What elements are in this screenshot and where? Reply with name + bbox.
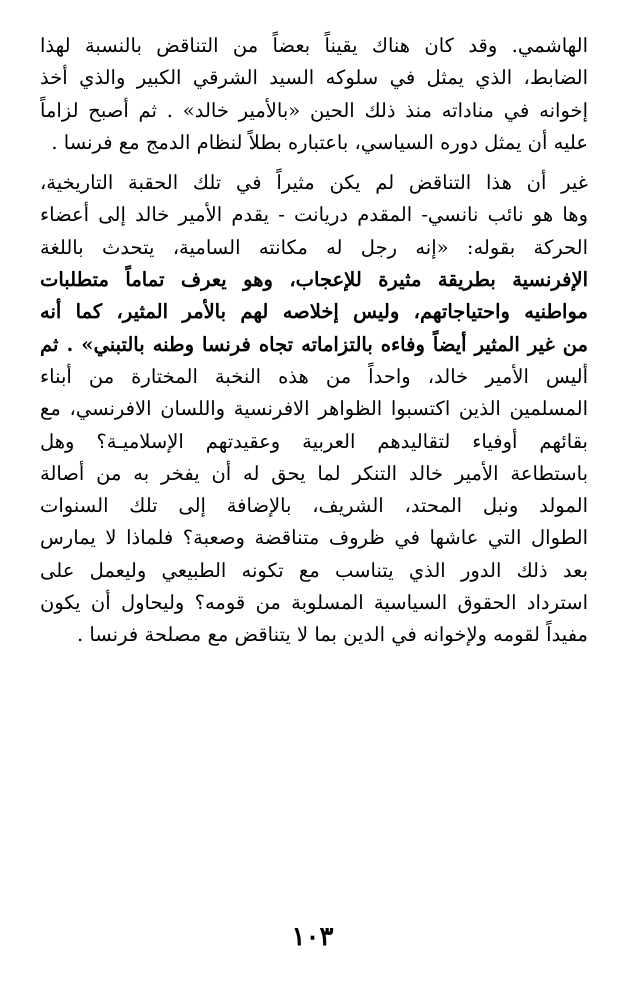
quoted-text-line: مواطنيه واحتياجاتهم، وليس إخلاصه لهم بالأمر المثير، كما أنه <box>40 300 588 324</box>
text-line: وها هو نائب نانسي- المقدم دريانت - يقدم الأمير خالد إلى أعضاء <box>40 203 588 227</box>
text-line: بعد ذلك الدور الذي يتناسب مع تكونه الطبيعي وليعمل على <box>40 558 588 582</box>
text-line: مفيداً لقومه ولإخوانه في الدين بما لا يتناقض مع مصلحة فرنسا . <box>76 623 588 647</box>
text-line: استرداد الحقوق السياسية المسلوبة من قومه؟ وليحاول أن يكون <box>40 591 588 615</box>
quoted-text-line: الإفرنسية بطريقة مثيرة للإعجاب، وهو يعرف تماماً متطلبات <box>40 268 588 292</box>
text-line: الهاشمي. وقد كان هناك يقيناً بعضاً من التناقض بالنسبة لهذا <box>40 34 588 57</box>
text-line: غير أن هذا التناقض لم يكن مثيراً في تلك الحقبة التاريخية، <box>40 171 588 195</box>
text-line: الطوال التي عاشها في ظروف متناقضة وصعبة؟ فلماذا لا يمارس <box>40 526 588 550</box>
text-line: المسلمين الذين اكتسبوا الظواهر الافرنسية واللسان الافرنسي، مع <box>40 397 588 421</box>
text-line: الحركة بقوله: «إنه رجل له مكانته السامية، يتحدث باللغة <box>40 235 588 259</box>
paragraph-1 <box>40 30 588 159</box>
quoted-text-line: من غير المثير أيضاً وفاءه بالتزاماته تجاه فرنسا وطنه بالتبني» . ثم <box>40 332 588 356</box>
text-line: عليه أن يمثل دوره السياسي، باعتباره بطلاً لنظام الدمج مع فرنسا . <box>51 130 588 154</box>
text-line: أليس الأمير خالد، واحداً من هذه النخبة المختارة من أبناء <box>40 364 588 388</box>
text-line: المولد ونبل المحتد، الشريف، بالإضافة إلى تلك السنوات <box>40 494 588 518</box>
text-line: الضابط، الذي يمثل في سلوكه السيد الشرقي الكبير والذي أخذ <box>40 66 588 90</box>
text-line: بقائهم أوفياء لتقاليدهم العربية وعقيدتهم الإسلاميـة؟ وهل <box>40 429 588 453</box>
text-line: إخوانه في مناداته منذ ذلك الحين «بالأمير خالد» . ثم أصبح لزاماً <box>40 98 588 122</box>
paragraph-2 <box>40 167 588 651</box>
text-line: باستطاعة الأمير خالد التنكر لما يحق له أن يفخر به من أصالة <box>40 461 588 485</box>
body-text <box>40 30 588 652</box>
page-number: ١٠٣ <box>291 922 334 952</box>
paragraph-gap <box>40 159 588 167</box>
